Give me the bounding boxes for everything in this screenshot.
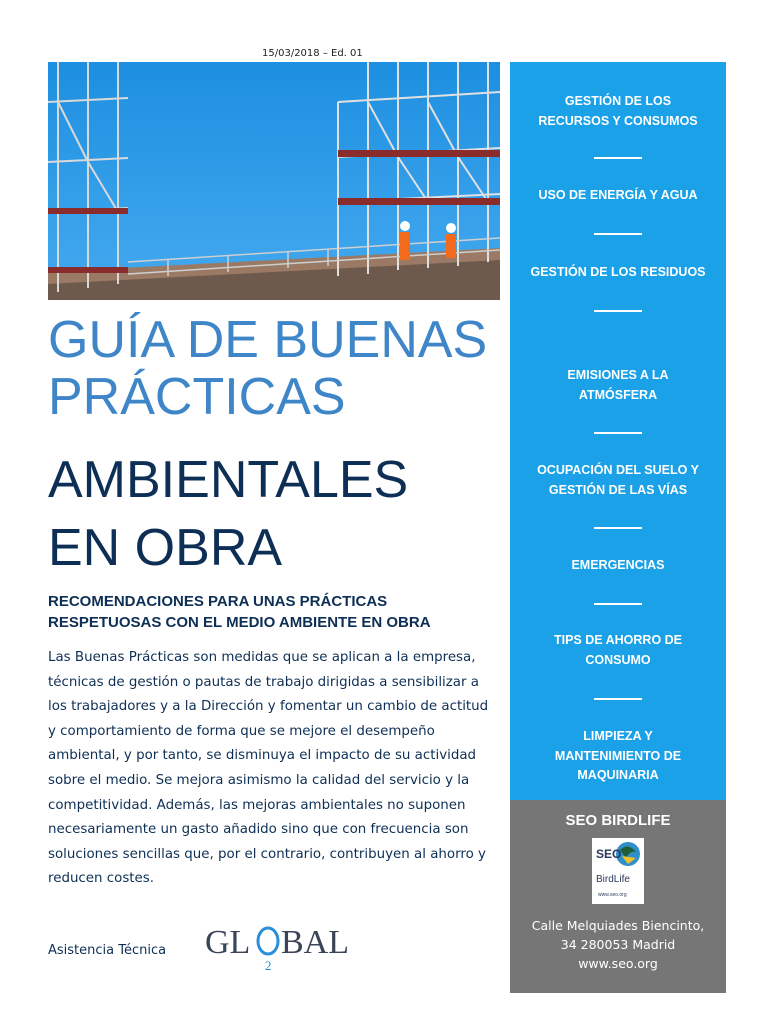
sidebar-item-label: OCUPACIÓN DEL SUELO Y [537,463,699,477]
sidebar-item-savings-tips[interactable] [510,631,726,670]
sidebar-item-label: LIMPIEZA Y [583,729,653,743]
seo-logo-text: www.seo.org [598,892,627,898]
date-edition: 15/03/2018 – Ed. 01 [262,48,363,59]
sidebar-item-machinery[interactable] [510,727,726,786]
sidebar-topics [510,62,726,800]
title-line-4: EN OBRA [48,519,283,577]
seo-website-link[interactable]: www.seo.org [578,956,658,971]
sidebar-item-energy-water[interactable] [510,186,726,206]
sidebar-divider [594,157,642,159]
title-line-3: AMBIENTALES [48,451,409,509]
sidebar-divider [594,233,642,235]
global-logo-bal: BAL [281,924,349,961]
sidebar-item-resources[interactable] [510,92,726,131]
sidebar-divider [594,527,642,529]
scaffolding-photo [48,62,500,300]
sidebar-divider [594,432,642,434]
sidebar-item-label: USO DE ENERGÍA Y AGUA [538,188,698,202]
sidebar-divider [594,603,642,605]
seo-birdlife-logo [592,838,644,904]
subtitle [48,591,498,633]
sidebar-item-waste[interactable] [510,263,726,283]
seo-title: SEO BIRDLIFE [565,812,671,829]
intro-paragraph: Las Buenas Prácticas son medidas que se aplican a la empresa, técnicas de gestión o pautas de trabajo dirigidas a sensibilizar a los trabajadores y a la Dirección y fomentar un cambio de actitud y comportamiento de forma que se mejore el desempeño ambiental, y por tanto, se disminuya el impacto de su actividad sobre el medio. Se mejora asimismo la calidad del servicio y la competitividad. Además, las mejoras ambientales no suponen necesariamente un gasto añadido sino que con frecuencia son soluciones sencillas que, por el contrario, contribuyen al ahorro y reducen costes. [48,650,489,887]
seo-birdlife-box [510,800,726,993]
sidebar-item-label: ATMÓSFERA [578,387,658,402]
sidebar-item-label: CONSUMO [585,652,651,667]
global-logo-subscript: 2 [265,958,272,972]
sidebar-item-label: MANTENIMIENTO DE [554,748,682,763]
sidebar-divider [594,310,642,312]
sidebar-item-land-use[interactable] [510,461,726,500]
title-line-2: PRÁCTICAS [48,368,346,426]
seo-logo-text: SEO [596,847,622,861]
sidebar-item-label: EMERGENCIAS [571,558,665,572]
sidebar-item-label: MAQUINARIA [577,768,659,782]
global-logo [205,920,350,972]
subtitle-line-1: RECOMENDACIONES PARA UNAS PRÁCTICAS [48,593,388,610]
seo-logo-text: BirdLife [596,874,630,885]
sidebar-item-label: RECURSOS Y CONSUMOS [538,113,698,128]
sidebar-item-label: GESTIÓN DE LAS VÍAS [548,482,688,497]
title-light [48,312,508,426]
sidebar-item-label: TIPS DE AHORRO DE [553,633,683,647]
scaffolding-image [48,62,500,300]
seo-address-line1: Calle Melquiades Biencinto, [531,918,705,933]
title-dark [48,446,508,582]
title-line-1: GUÍA DE BUENAS [48,311,488,369]
sidebar-item-emissions[interactable] [510,366,726,405]
subtitle-line-2: RESPETUOSAS CON EL MEDIO AMBIENTE EN OBRA [48,614,431,631]
global-logo-o-ring [258,928,278,954]
sidebar-item-label: EMISIONES A LA [567,368,669,382]
sidebar-item-emergencies[interactable] [510,556,726,576]
seo-address-line2: 34 280053 Madrid [560,937,676,952]
sidebar-item-label: GESTIÓN DE LOS RESIDUOS [530,265,706,279]
sidebar-divider [594,698,642,700]
seo-address [510,916,726,973]
global-logo-gl: GL [205,924,251,961]
assist-label: Asistencia Técnica [48,943,167,958]
sidebar-item-label: GESTIÓN DE LOS [564,94,672,108]
